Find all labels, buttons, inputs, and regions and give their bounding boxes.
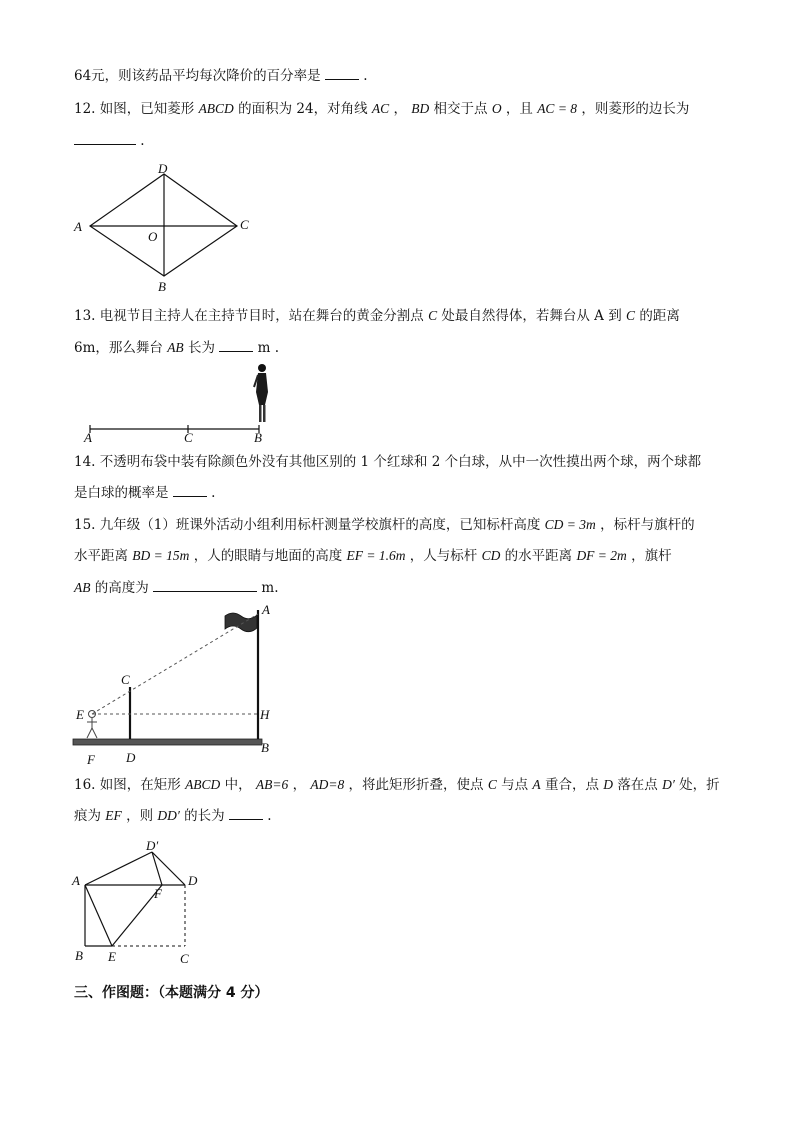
q16-math: C <box>487 777 497 792</box>
q12-text: ， <box>393 101 407 117</box>
label-d: D <box>158 161 168 176</box>
q16-math: D <box>603 777 614 792</box>
answer-blank[interactable] <box>74 132 136 145</box>
q13-text: 6m，那么舞台 <box>74 340 163 356</box>
q16-text: 痕为 <box>74 808 101 824</box>
q12-text: 相交于点 <box>433 101 488 117</box>
q15-math: CD <box>481 548 501 563</box>
q13-text: 处最自然得体，若舞台从 A 到 <box>441 308 622 324</box>
q14-end: . <box>211 485 216 501</box>
q16-text: 16. 如图，在矩形 <box>74 777 181 793</box>
observer-person-icon <box>87 711 97 739</box>
label-c: C <box>121 672 130 687</box>
q15-math: DF = 2m <box>576 548 627 563</box>
q15-math: EF = 1.6m <box>346 548 406 563</box>
answer-blank[interactable] <box>219 339 253 352</box>
q16-text: ，则 <box>126 808 154 824</box>
label-c: C <box>180 951 189 966</box>
label-b: B <box>75 948 83 963</box>
q16-math: A <box>532 777 541 792</box>
q13-text: 长为 <box>187 340 215 356</box>
stage-figure <box>76 360 276 445</box>
label-d: D <box>188 873 198 888</box>
q12-text: ，则菱形的边长为 <box>581 101 690 117</box>
label-b: B <box>261 740 269 755</box>
q14-text: 14. 不透明布袋中装有除颜色外没有其他区别的 1 个红球和 2 个白球，从中一次性摸出两个球，两个球都 <box>74 454 702 470</box>
q12-text: 的面积为 24，对角线 <box>238 101 368 117</box>
label-b: B <box>254 430 262 445</box>
label-f: F <box>87 752 95 767</box>
edge-ad-prime <box>85 852 152 885</box>
q11-text: 64元，则该药品平均每次降价的百分率是 <box>74 68 321 84</box>
ground <box>73 739 262 745</box>
q12-end: . <box>140 133 145 149</box>
q16-math: DD′ <box>157 808 180 823</box>
q16-math: ABCD <box>185 777 221 792</box>
q14-line1 <box>74 453 724 471</box>
flag-icon <box>225 613 257 632</box>
q15-text: ，人与标杆 <box>409 548 478 564</box>
q12-math: O <box>491 101 502 116</box>
label-f: F <box>154 886 162 901</box>
q16-text: 落在点 <box>617 777 658 793</box>
answer-blank[interactable] <box>173 484 207 497</box>
label-h: H <box>260 707 270 722</box>
host-person-icon <box>254 364 268 422</box>
q16-text: 的长为 <box>184 808 225 824</box>
label-b: B <box>158 279 166 294</box>
q16-text: 中， <box>224 777 252 793</box>
q14-line2 <box>74 484 724 502</box>
q13-math: C <box>428 308 438 323</box>
q15-text: m. <box>261 580 279 596</box>
q16-line1 <box>74 776 724 794</box>
q15-math: BD = 15m <box>132 548 190 563</box>
sight-line <box>92 614 258 714</box>
q13-text: 13. 电视节目主持人在主持节目时，站在舞台的黄金分割点 <box>74 308 424 324</box>
q15-line3 <box>74 579 724 597</box>
q12-math: BD <box>411 101 430 116</box>
fold-rectangle-figure <box>70 835 220 970</box>
q12-math: AC = 8 <box>537 101 578 116</box>
label-a: A <box>72 873 80 888</box>
q16-text: 处，折 <box>679 777 720 793</box>
q14-text: 是白球的概率是 <box>74 485 169 501</box>
q12-math: ABCD <box>198 101 234 116</box>
label-a: A <box>262 602 270 617</box>
label-e: E <box>108 949 116 964</box>
q12-text: 12. 如图，已知菱形 <box>74 101 195 117</box>
answer-blank[interactable] <box>325 67 359 80</box>
label-a: A <box>84 430 92 445</box>
q16-math: AB=6 <box>255 777 289 792</box>
q15-line1 <box>74 516 724 534</box>
q12-line1 <box>74 100 724 118</box>
q13-line2 <box>74 339 724 357</box>
label-o: O <box>148 229 158 244</box>
q16-math: AD=8 <box>310 777 345 792</box>
q13-line1 <box>74 307 724 325</box>
answer-blank[interactable] <box>153 579 257 592</box>
label-d: D <box>126 750 136 765</box>
q16-end: . <box>267 808 272 824</box>
q16-math: D′ <box>662 777 675 792</box>
q11-end: . <box>363 68 368 84</box>
q12-line2 <box>74 132 724 150</box>
q12-text: ，且 <box>505 101 533 117</box>
q15-math: CD = 3m <box>544 517 596 532</box>
q15-line2 <box>74 547 724 565</box>
label-c: C <box>240 217 249 232</box>
q13-math: C <box>626 308 636 323</box>
q15-text: ，旗杆 <box>631 548 672 564</box>
edge-ae <box>85 885 112 946</box>
label-c: C <box>184 430 193 445</box>
q15-text: 的高度为 <box>94 580 149 596</box>
q12-math: AC <box>371 101 390 116</box>
q15-text: ，标杆与旗杆的 <box>600 517 695 533</box>
q13-math: AB <box>167 340 184 355</box>
q16-text: ， <box>292 777 307 793</box>
q13-unit: m <box>257 340 271 356</box>
q16-line2 <box>74 807 724 825</box>
q15-text: 15. 九年级（1）班课外活动小组利用标杆测量学校旗杆的高度，已知标杆高度 <box>74 517 541 533</box>
label-a: A <box>74 219 82 234</box>
q15-text: 水平距离 <box>74 548 128 564</box>
q13-text: 的距离 <box>639 308 680 324</box>
q16-text: ，将此矩形折叠，使点 <box>348 777 484 793</box>
q16-text: 重合，点 <box>544 777 599 793</box>
answer-blank[interactable] <box>229 807 263 820</box>
section-heading: 三、作图题：（本题满分 4 分） <box>74 985 269 1001</box>
q11-line <box>74 67 724 85</box>
q13-end: . <box>274 340 279 356</box>
label-e: E <box>76 707 84 722</box>
q15-text: 的水平距离 <box>504 548 573 564</box>
q15-text: ，人的眼睛与地面的高度 <box>193 548 343 564</box>
flagpole-figure <box>70 602 285 770</box>
q16-math: EF <box>105 808 122 823</box>
q15-math: AB <box>74 580 91 595</box>
q16-text: 与点 <box>501 777 529 793</box>
rhombus-figure <box>70 160 260 295</box>
label-d-prime: D′ <box>146 838 159 853</box>
